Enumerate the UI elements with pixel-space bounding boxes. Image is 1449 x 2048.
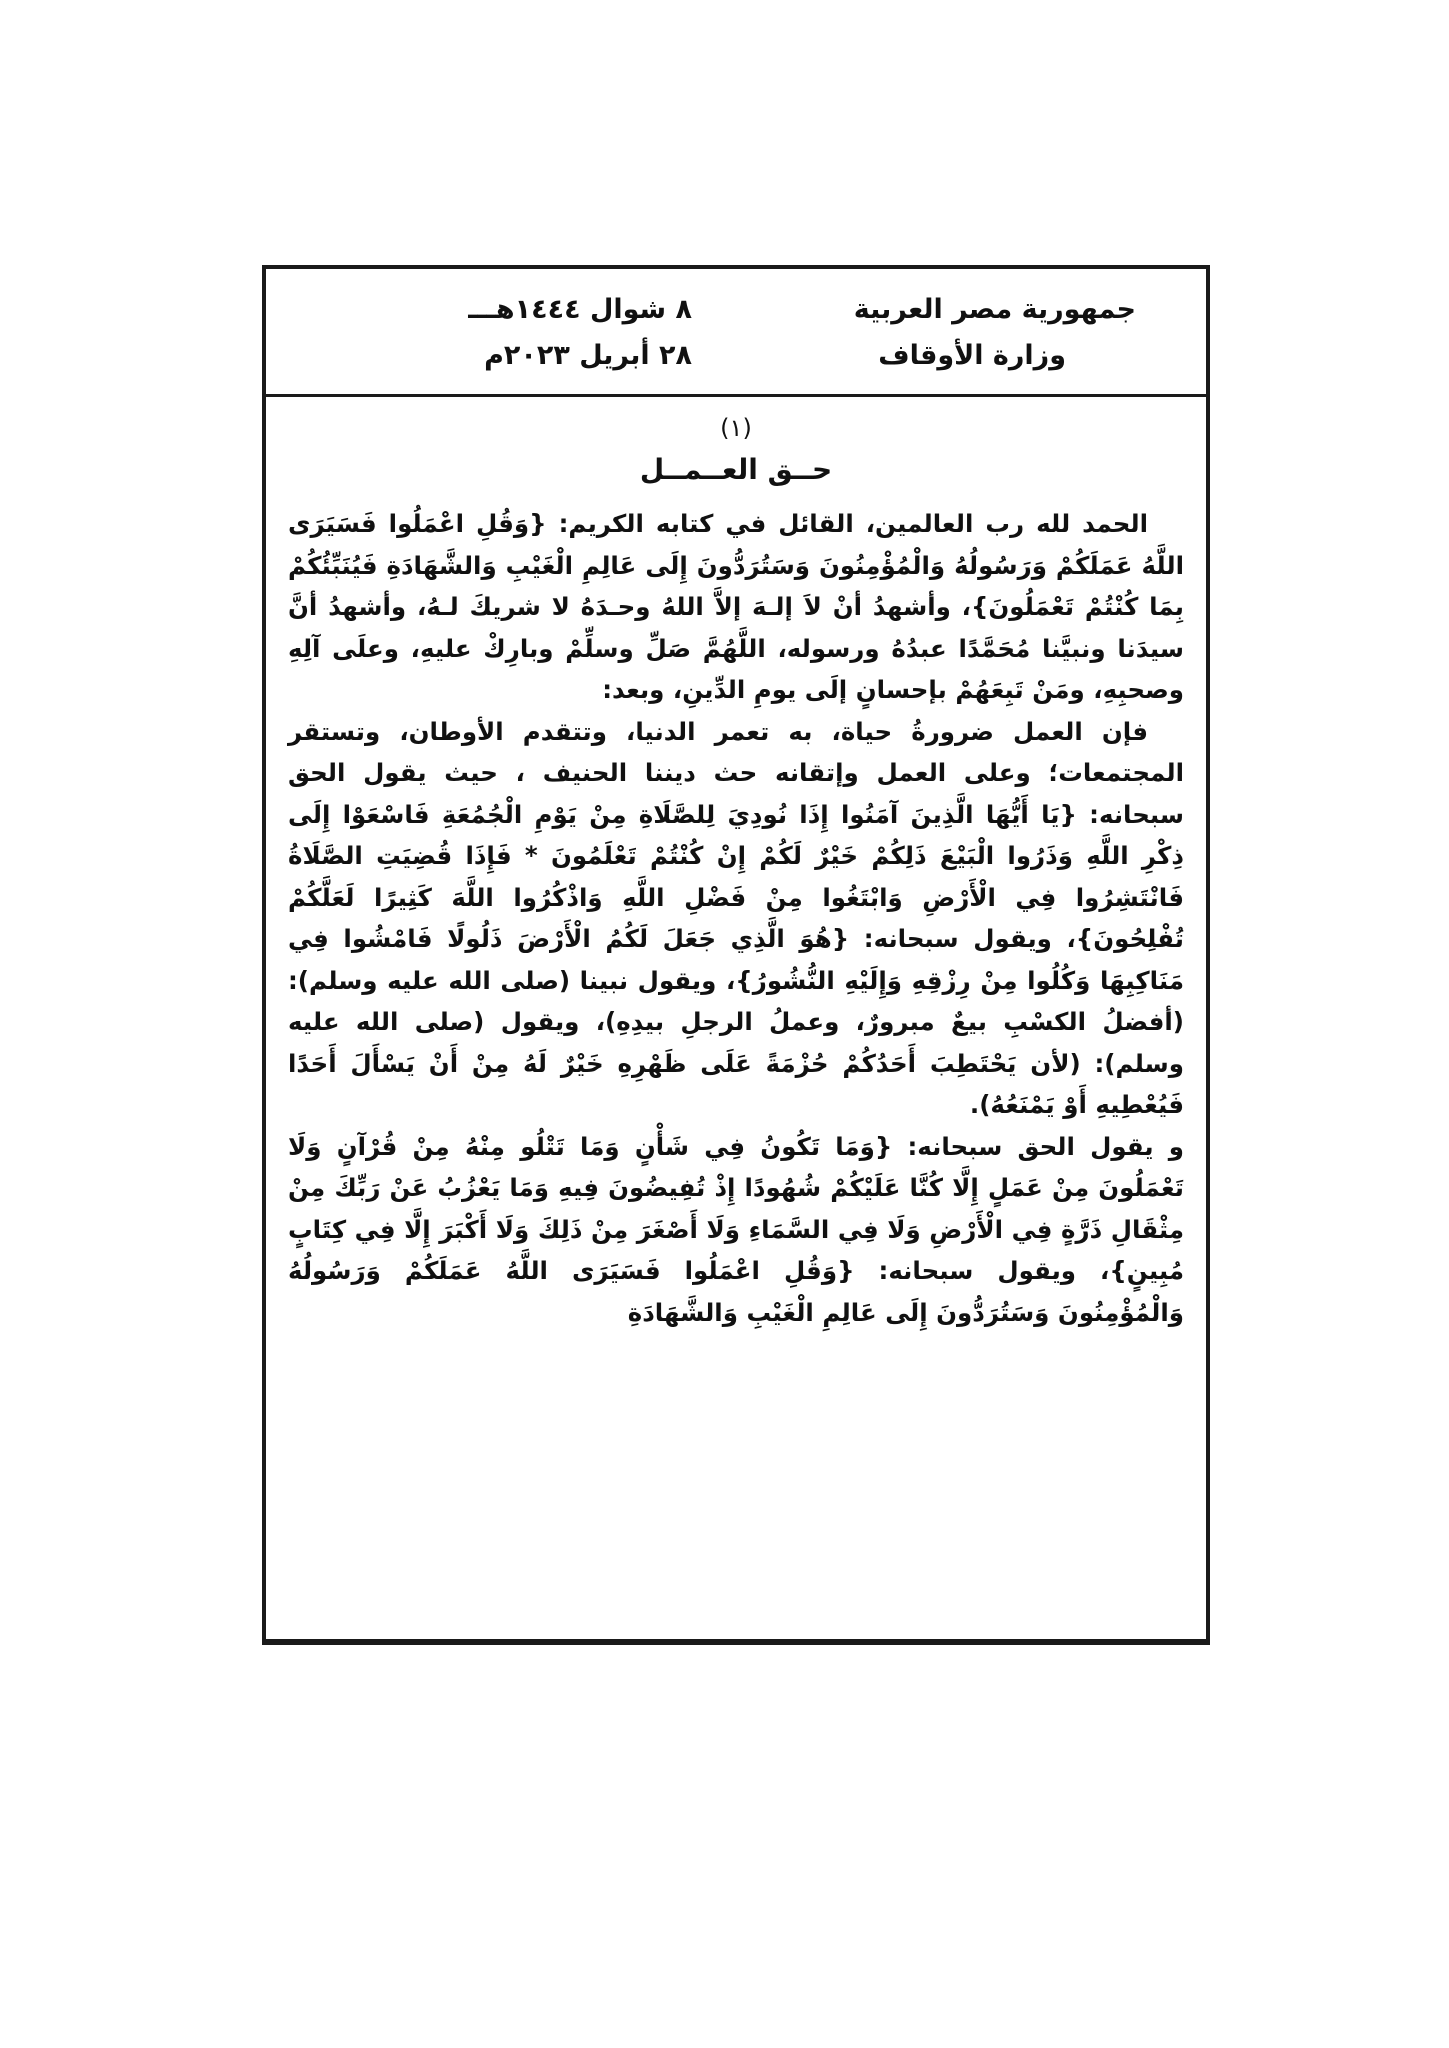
page-frame bbox=[262, 265, 1210, 1645]
khutba-title: حــق العــمــل bbox=[639, 453, 833, 486]
header-issuer bbox=[776, 287, 1136, 379]
paragraph-work-necessity: فإن العمل ضرورةُ حياة، به تعمر الدنيا، وتتقدم الأوطان، وتستقر المجتمعات؛ وعلى العمل وإتقانه حث ديننا الحنيف ، حيث يقول الحق سبحانه: {يَا أَيُّهَا الَّذِينَ آمَنُوا إِذَا نُودِيَ لِلصَّلَاةِ مِنْ يَوْمِ الْجُمُعَةِ فَاسْعَوْا إِلَى ذِكْرِ اللَّهِ وَذَرُوا الْبَيْعَ ذَلِكُمْ خَيْرٌ لَكُمْ إِنْ كُنْتُمْ تَعْلَمُونَ * فَإِذَا قُضِيَتِ الصَّلَاةُ فَانْتَشِرُوا فِي الْأَرْضِ وَابْتَغُوا مِنْ فَضْلِ اللَّهِ وَاذْكُرُوا اللَّهَ كَثِيرًا لَعَلَّكُمْ تُفْلِحُونَ}، ويقول سبحانه: {هُوَ الَّذِي جَعَلَ لَكُمُ الْأَرْضَ ذَلُولًا فَامْشُوا فِي مَنَاكِبِهَا وَكُلُوا مِنْ رِزْقِهِ وَإِلَيْهِ النُّشُورُ}، ويقول نبينا (صلى الله عليه وسلم): (أفضلُ الكسْبِ بيعٌ مبرورٌ، وعملُ الرجلِ بيدِهِ)، ويقول (صلى الله عليه وسلم): (لأن يَحْتَطِبَ أَحَدُكُمْ حُزْمَةً عَلَى ظَهْرِهِ خَيْرٌ لَهُ مِنْ أَنْ يَسْأَلَ أَحَدًا فَيُعْطِيهِ أَوْ يَمْنَعُهُ). bbox=[288, 716, 1184, 1119]
country-name: جمهورية مصر العربية bbox=[853, 294, 1136, 325]
page-header bbox=[266, 269, 1206, 397]
gregorian-date: ٢٨ أبريل ٢٠٢٣م bbox=[484, 340, 692, 371]
paragraph-quran-verses: و يقول الحق سبحانه: {وَمَا تَكُونُ فِي شَأْنٍ وَمَا تَتْلُو مِنْهُ مِنْ قُرْآنٍ وَلَا تَعْمَلُونَ مِنْ عَمَلٍ إِلَّا كُنَّا عَلَيْكُمْ شُهُودًا إِذْ تُفِيضُونَ فِيهِ وَمَا يَعْزُبُ عَنْ رَبِّكَ مِنْ مِثْقَالِ ذَرَّةٍ فِي الْأَرْضِ وَلَا فِي السَّمَاءِ وَلَا أَصْغَرَ مِنْ ذَلِكَ وَلَا أَكْبَرَ إِلَّا فِي كِتَابٍ مُبِينٍ}، ويقول سبحانه: {وَقُلِ اعْمَلُوا فَسَيَرَى اللَّهُ عَمَلَكُمْ وَرَسُولُهُ وَالْمُؤْمِنُونَ وَسَتُرَدُّونَ إِلَى عَالِمِ الْغَيْبِ وَالشَّهَادَةِ bbox=[288, 1131, 1184, 1327]
header-dates bbox=[332, 287, 692, 379]
khutba-number: (١) bbox=[720, 414, 752, 442]
khutba-content bbox=[266, 397, 1206, 1639]
paragraph-opening: الحمد لله رب العالمين، القائل في كتابه الكريم: {وَقُلِ اعْمَلُوا فَسَيَرَى اللَّهُ عَمَلَكُمْ وَرَسُولُهُ وَالْمُؤْمِنُونَ وَسَتُرَدُّونَ إِلَى عَالِمِ الْغَيْبِ وَالشَّهَادَةِ فَيُنَبِّئُكُمْ بِمَا كُنْتُمْ تَعْمَلُونَ}، وأشهدُ أنْ لاَ إلـهَ إلاَّ اللهُ وحـدَهُ لا شريكَ لـهُ، وأشهدُ أنَّ سيدَنا ونبيَّنا مُحَمَّدًا عبدُهُ ورسوله، اللَّهُمَّ صَلِّ وسلِّمْ وبارِكْ عليهِ، وعلَى آلِهِ وصحبِهِ، ومَنْ تَبِعَهُمْ بإحسانٍ إلَى يومِ الدِّينِ، وبعد: bbox=[288, 509, 1184, 704]
ministry-name: وزارة الأوقاف bbox=[878, 340, 1066, 371]
hijri-date: ٨ شوال ١٤٤٤هـــ bbox=[468, 294, 692, 325]
